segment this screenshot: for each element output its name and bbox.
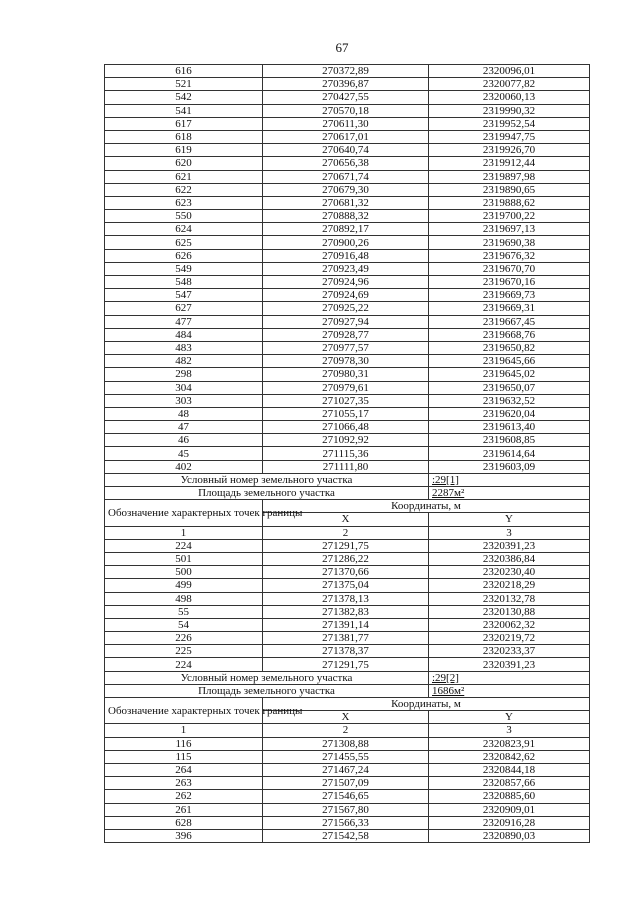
point-id: 617 bbox=[105, 117, 263, 130]
table-row bbox=[105, 803, 590, 816]
table-row bbox=[105, 328, 590, 341]
parcel-number-label: Условный номер земельного участка bbox=[105, 671, 429, 684]
table-row bbox=[105, 104, 590, 117]
point-id: 499 bbox=[105, 579, 263, 592]
point-id: 619 bbox=[105, 144, 263, 157]
header-y: Y bbox=[429, 711, 590, 724]
header-coordinates: Координаты, м bbox=[263, 698, 590, 711]
coord-x: 271542,58 bbox=[263, 829, 429, 842]
point-id: 549 bbox=[105, 262, 263, 275]
coord-x: 271055,17 bbox=[263, 407, 429, 420]
point-id: 620 bbox=[105, 157, 263, 170]
table-row bbox=[105, 289, 590, 302]
coord-y: 2320060,13 bbox=[429, 91, 590, 104]
point-id: 54 bbox=[105, 618, 263, 631]
table-row bbox=[105, 434, 590, 447]
table-row bbox=[105, 144, 590, 157]
header-points: Обозначение характерных точек границы bbox=[105, 500, 263, 526]
table-row bbox=[105, 618, 590, 631]
table-row bbox=[105, 790, 590, 803]
point-id: 115 bbox=[105, 750, 263, 763]
table-row bbox=[105, 460, 590, 473]
coord-x: 270396,87 bbox=[263, 78, 429, 91]
table-row bbox=[105, 183, 590, 196]
coord-x: 271027,35 bbox=[263, 394, 429, 407]
table-row bbox=[105, 65, 590, 78]
table-row bbox=[105, 276, 590, 289]
coord-y: 2320857,66 bbox=[429, 777, 590, 790]
table-row bbox=[105, 421, 590, 434]
table-row bbox=[105, 78, 590, 91]
coord-x: 270892,17 bbox=[263, 223, 429, 236]
coord-x: 271092,92 bbox=[263, 434, 429, 447]
parcel-area-value-text: 2287м² bbox=[432, 487, 465, 500]
table-row bbox=[105, 315, 590, 328]
point-id: 627 bbox=[105, 302, 263, 315]
coord-y: 2319667,45 bbox=[429, 315, 590, 328]
point-id: 616 bbox=[105, 65, 263, 78]
table-row bbox=[105, 658, 590, 671]
table-row bbox=[105, 302, 590, 315]
point-id: 618 bbox=[105, 130, 263, 143]
point-id: 500 bbox=[105, 566, 263, 579]
coord-y: 2319897,98 bbox=[429, 170, 590, 183]
table-row bbox=[105, 394, 590, 407]
column-number: 1 bbox=[105, 724, 263, 737]
point-id: 498 bbox=[105, 592, 263, 605]
coord-x: 270656,38 bbox=[263, 157, 429, 170]
table-row bbox=[105, 829, 590, 842]
table-row bbox=[105, 447, 590, 460]
parcel-area-row bbox=[105, 684, 590, 697]
coord-y: 2319645,02 bbox=[429, 368, 590, 381]
table-row bbox=[105, 236, 590, 249]
point-id: 625 bbox=[105, 236, 263, 249]
coord-x: 270671,74 bbox=[263, 170, 429, 183]
table-row bbox=[105, 552, 590, 565]
table-header-row bbox=[105, 500, 590, 513]
parcel-number-value-text: :29[2] bbox=[432, 671, 459, 684]
point-id: 224 bbox=[105, 658, 263, 671]
coord-y: 2320386,84 bbox=[429, 552, 590, 565]
point-id: 261 bbox=[105, 803, 263, 816]
coord-x: 271391,14 bbox=[263, 618, 429, 631]
table-row bbox=[105, 381, 590, 394]
coord-x: 270977,57 bbox=[263, 341, 429, 354]
coord-y: 2320219,72 bbox=[429, 632, 590, 645]
coord-x: 271308,88 bbox=[263, 737, 429, 750]
coord-y: 2320842,62 bbox=[429, 750, 590, 763]
table-row bbox=[105, 763, 590, 776]
header-x: X bbox=[263, 711, 429, 724]
coord-y: 2319608,85 bbox=[429, 434, 590, 447]
point-id: 303 bbox=[105, 394, 263, 407]
coord-x: 271455,55 bbox=[263, 750, 429, 763]
parcel-area-row bbox=[105, 487, 590, 500]
coord-x: 271378,37 bbox=[263, 645, 429, 658]
table-row bbox=[105, 368, 590, 381]
coord-x: 270888,32 bbox=[263, 210, 429, 223]
table-row bbox=[105, 91, 590, 104]
coord-y: 2319603,09 bbox=[429, 460, 590, 473]
coord-y: 2320391,23 bbox=[429, 658, 590, 671]
coord-x: 270924,96 bbox=[263, 276, 429, 289]
point-id: 550 bbox=[105, 210, 263, 223]
parcel-number-row bbox=[105, 671, 590, 684]
table-row bbox=[105, 592, 590, 605]
point-id: 55 bbox=[105, 605, 263, 618]
column-number: 3 bbox=[429, 526, 590, 539]
coord-y: 2320916,28 bbox=[429, 816, 590, 829]
coord-y: 2319676,32 bbox=[429, 249, 590, 262]
point-id: 483 bbox=[105, 341, 263, 354]
header-coordinates: Координаты, м bbox=[263, 500, 590, 513]
coord-x: 271115,36 bbox=[263, 447, 429, 460]
coord-y: 2319650,82 bbox=[429, 341, 590, 354]
header-y: Y bbox=[429, 513, 590, 526]
point-id: 623 bbox=[105, 196, 263, 209]
table-row bbox=[105, 355, 590, 368]
column-number: 2 bbox=[263, 526, 429, 539]
coord-y: 2319669,73 bbox=[429, 289, 590, 302]
coord-x: 270923,49 bbox=[263, 262, 429, 275]
coord-y: 2319668,76 bbox=[429, 328, 590, 341]
coord-y: 2320890,03 bbox=[429, 829, 590, 842]
parcel-number-row bbox=[105, 473, 590, 486]
coord-x: 271286,22 bbox=[263, 552, 429, 565]
coord-x: 270679,30 bbox=[263, 183, 429, 196]
coord-x: 271381,77 bbox=[263, 632, 429, 645]
table-header-row bbox=[105, 698, 590, 711]
coord-y: 2319670,16 bbox=[429, 276, 590, 289]
table-row bbox=[105, 605, 590, 618]
parcel-number-value-text: :29[1] bbox=[432, 473, 459, 486]
coord-y: 2319700,22 bbox=[429, 210, 590, 223]
coord-y: 2319926,70 bbox=[429, 144, 590, 157]
coord-y: 2319632,52 bbox=[429, 394, 590, 407]
table-row bbox=[105, 816, 590, 829]
table-row bbox=[105, 157, 590, 170]
point-id: 622 bbox=[105, 183, 263, 196]
coord-y: 2320077,82 bbox=[429, 78, 590, 91]
coord-y: 2320096,01 bbox=[429, 65, 590, 78]
point-id: 262 bbox=[105, 790, 263, 803]
point-id: 225 bbox=[105, 645, 263, 658]
point-id: 46 bbox=[105, 434, 263, 447]
parcel-area-value-text: 1686м² bbox=[432, 684, 465, 697]
coord-x: 271370,66 bbox=[263, 566, 429, 579]
coord-x: 270681,32 bbox=[263, 196, 429, 209]
table-row bbox=[105, 539, 590, 552]
coord-x: 270372,89 bbox=[263, 65, 429, 78]
coord-y: 2320391,23 bbox=[429, 539, 590, 552]
header-x: X bbox=[263, 513, 429, 526]
table-row bbox=[105, 566, 590, 579]
coord-y: 2319613,40 bbox=[429, 421, 590, 434]
table-row bbox=[105, 645, 590, 658]
table-row bbox=[105, 750, 590, 763]
coord-x: 271546,65 bbox=[263, 790, 429, 803]
coord-x: 270928,77 bbox=[263, 328, 429, 341]
coord-x: 271566,33 bbox=[263, 816, 429, 829]
coord-y: 2319690,38 bbox=[429, 236, 590, 249]
table-row bbox=[105, 407, 590, 420]
point-id: 484 bbox=[105, 328, 263, 341]
coord-y: 2320132,78 bbox=[429, 592, 590, 605]
point-id: 541 bbox=[105, 104, 263, 117]
coord-y: 2320218,29 bbox=[429, 579, 590, 592]
point-id: 542 bbox=[105, 91, 263, 104]
coord-x: 271111,80 bbox=[263, 460, 429, 473]
point-id: 501 bbox=[105, 552, 263, 565]
coord-x: 271567,80 bbox=[263, 803, 429, 816]
coord-x: 270900,26 bbox=[263, 236, 429, 249]
point-id: 304 bbox=[105, 381, 263, 394]
coord-y: 2319947,75 bbox=[429, 130, 590, 143]
point-id: 521 bbox=[105, 78, 263, 91]
table-row bbox=[105, 223, 590, 236]
page-number: 67 bbox=[335, 40, 349, 55]
parcel-number-value bbox=[429, 473, 590, 486]
point-id: 224 bbox=[105, 539, 263, 552]
coord-y: 2320909,01 bbox=[429, 803, 590, 816]
table-row bbox=[105, 117, 590, 130]
parcel-number-label: Условный номер земельного участка bbox=[105, 473, 429, 486]
column-number: 1 bbox=[105, 526, 263, 539]
table-row bbox=[105, 196, 590, 209]
coord-x: 270617,01 bbox=[263, 130, 429, 143]
point-id: 477 bbox=[105, 315, 263, 328]
coord-x: 270427,55 bbox=[263, 91, 429, 104]
point-id: 621 bbox=[105, 170, 263, 183]
coord-x: 271375,04 bbox=[263, 579, 429, 592]
coordinates-table bbox=[104, 64, 590, 843]
point-id: 624 bbox=[105, 223, 263, 236]
table-row bbox=[105, 130, 590, 143]
point-id: 548 bbox=[105, 276, 263, 289]
coord-y: 2320230,40 bbox=[429, 566, 590, 579]
parcel-area-value bbox=[429, 487, 590, 500]
coord-x: 270611,30 bbox=[263, 117, 429, 130]
table-row bbox=[105, 632, 590, 645]
coord-x: 270570,18 bbox=[263, 104, 429, 117]
column-number-row bbox=[105, 526, 590, 539]
coord-y: 2320844,18 bbox=[429, 763, 590, 776]
coord-x: 271467,24 bbox=[263, 763, 429, 776]
column-number: 2 bbox=[263, 724, 429, 737]
point-id: 264 bbox=[105, 763, 263, 776]
table-row bbox=[105, 262, 590, 275]
coord-x: 271066,48 bbox=[263, 421, 429, 434]
point-id: 226 bbox=[105, 632, 263, 645]
table-row bbox=[105, 737, 590, 750]
parcel-number-value bbox=[429, 671, 590, 684]
table-row bbox=[105, 579, 590, 592]
point-id: 396 bbox=[105, 829, 263, 842]
coord-y: 2320130,88 bbox=[429, 605, 590, 618]
parcel-area-label: Площадь земельного участка bbox=[105, 487, 429, 500]
coord-x: 271291,75 bbox=[263, 658, 429, 671]
header-points: Обозначение характерных точек границы bbox=[105, 698, 263, 724]
parcel-area-value bbox=[429, 684, 590, 697]
coord-y: 2319645,66 bbox=[429, 355, 590, 368]
point-id: 45 bbox=[105, 447, 263, 460]
column-number-row bbox=[105, 724, 590, 737]
coord-x: 270916,48 bbox=[263, 249, 429, 262]
coord-x: 271382,83 bbox=[263, 605, 429, 618]
coord-y: 2320823,91 bbox=[429, 737, 590, 750]
coord-y: 2319620,04 bbox=[429, 407, 590, 420]
table-row bbox=[105, 249, 590, 262]
point-id: 298 bbox=[105, 368, 263, 381]
coord-y: 2319990,32 bbox=[429, 104, 590, 117]
coord-x: 270979,61 bbox=[263, 381, 429, 394]
coord-x: 270980,31 bbox=[263, 368, 429, 381]
point-id: 116 bbox=[105, 737, 263, 750]
point-id: 47 bbox=[105, 421, 263, 434]
point-id: 628 bbox=[105, 816, 263, 829]
coord-y: 2319890,65 bbox=[429, 183, 590, 196]
point-id: 402 bbox=[105, 460, 263, 473]
coord-x: 270640,74 bbox=[263, 144, 429, 157]
coord-x: 271378,13 bbox=[263, 592, 429, 605]
point-id: 482 bbox=[105, 355, 263, 368]
coord-x: 270978,30 bbox=[263, 355, 429, 368]
point-id: 48 bbox=[105, 407, 263, 420]
coord-y: 2319888,62 bbox=[429, 196, 590, 209]
coord-y: 2319614,64 bbox=[429, 447, 590, 460]
parcel-area-label: Площадь земельного участка bbox=[105, 684, 429, 697]
point-id: 263 bbox=[105, 777, 263, 790]
table-row bbox=[105, 341, 590, 354]
column-number: 3 bbox=[429, 724, 590, 737]
coord-x: 271507,09 bbox=[263, 777, 429, 790]
point-id: 547 bbox=[105, 289, 263, 302]
coord-x: 270925,22 bbox=[263, 302, 429, 315]
coord-y: 2319650,07 bbox=[429, 381, 590, 394]
coord-x: 270924,69 bbox=[263, 289, 429, 302]
table-row bbox=[105, 170, 590, 183]
table-row bbox=[105, 210, 590, 223]
coord-y: 2319697,13 bbox=[429, 223, 590, 236]
coord-y: 2320885,60 bbox=[429, 790, 590, 803]
point-id: 626 bbox=[105, 249, 263, 262]
coord-y: 2319912,44 bbox=[429, 157, 590, 170]
table-row bbox=[105, 777, 590, 790]
coord-y: 2319952,54 bbox=[429, 117, 590, 130]
coord-y: 2320062,32 bbox=[429, 618, 590, 631]
coord-y: 2319669,31 bbox=[429, 302, 590, 315]
coord-x: 271291,75 bbox=[263, 539, 429, 552]
coord-y: 2319670,70 bbox=[429, 262, 590, 275]
coord-x: 270927,94 bbox=[263, 315, 429, 328]
coord-y: 2320233,37 bbox=[429, 645, 590, 658]
